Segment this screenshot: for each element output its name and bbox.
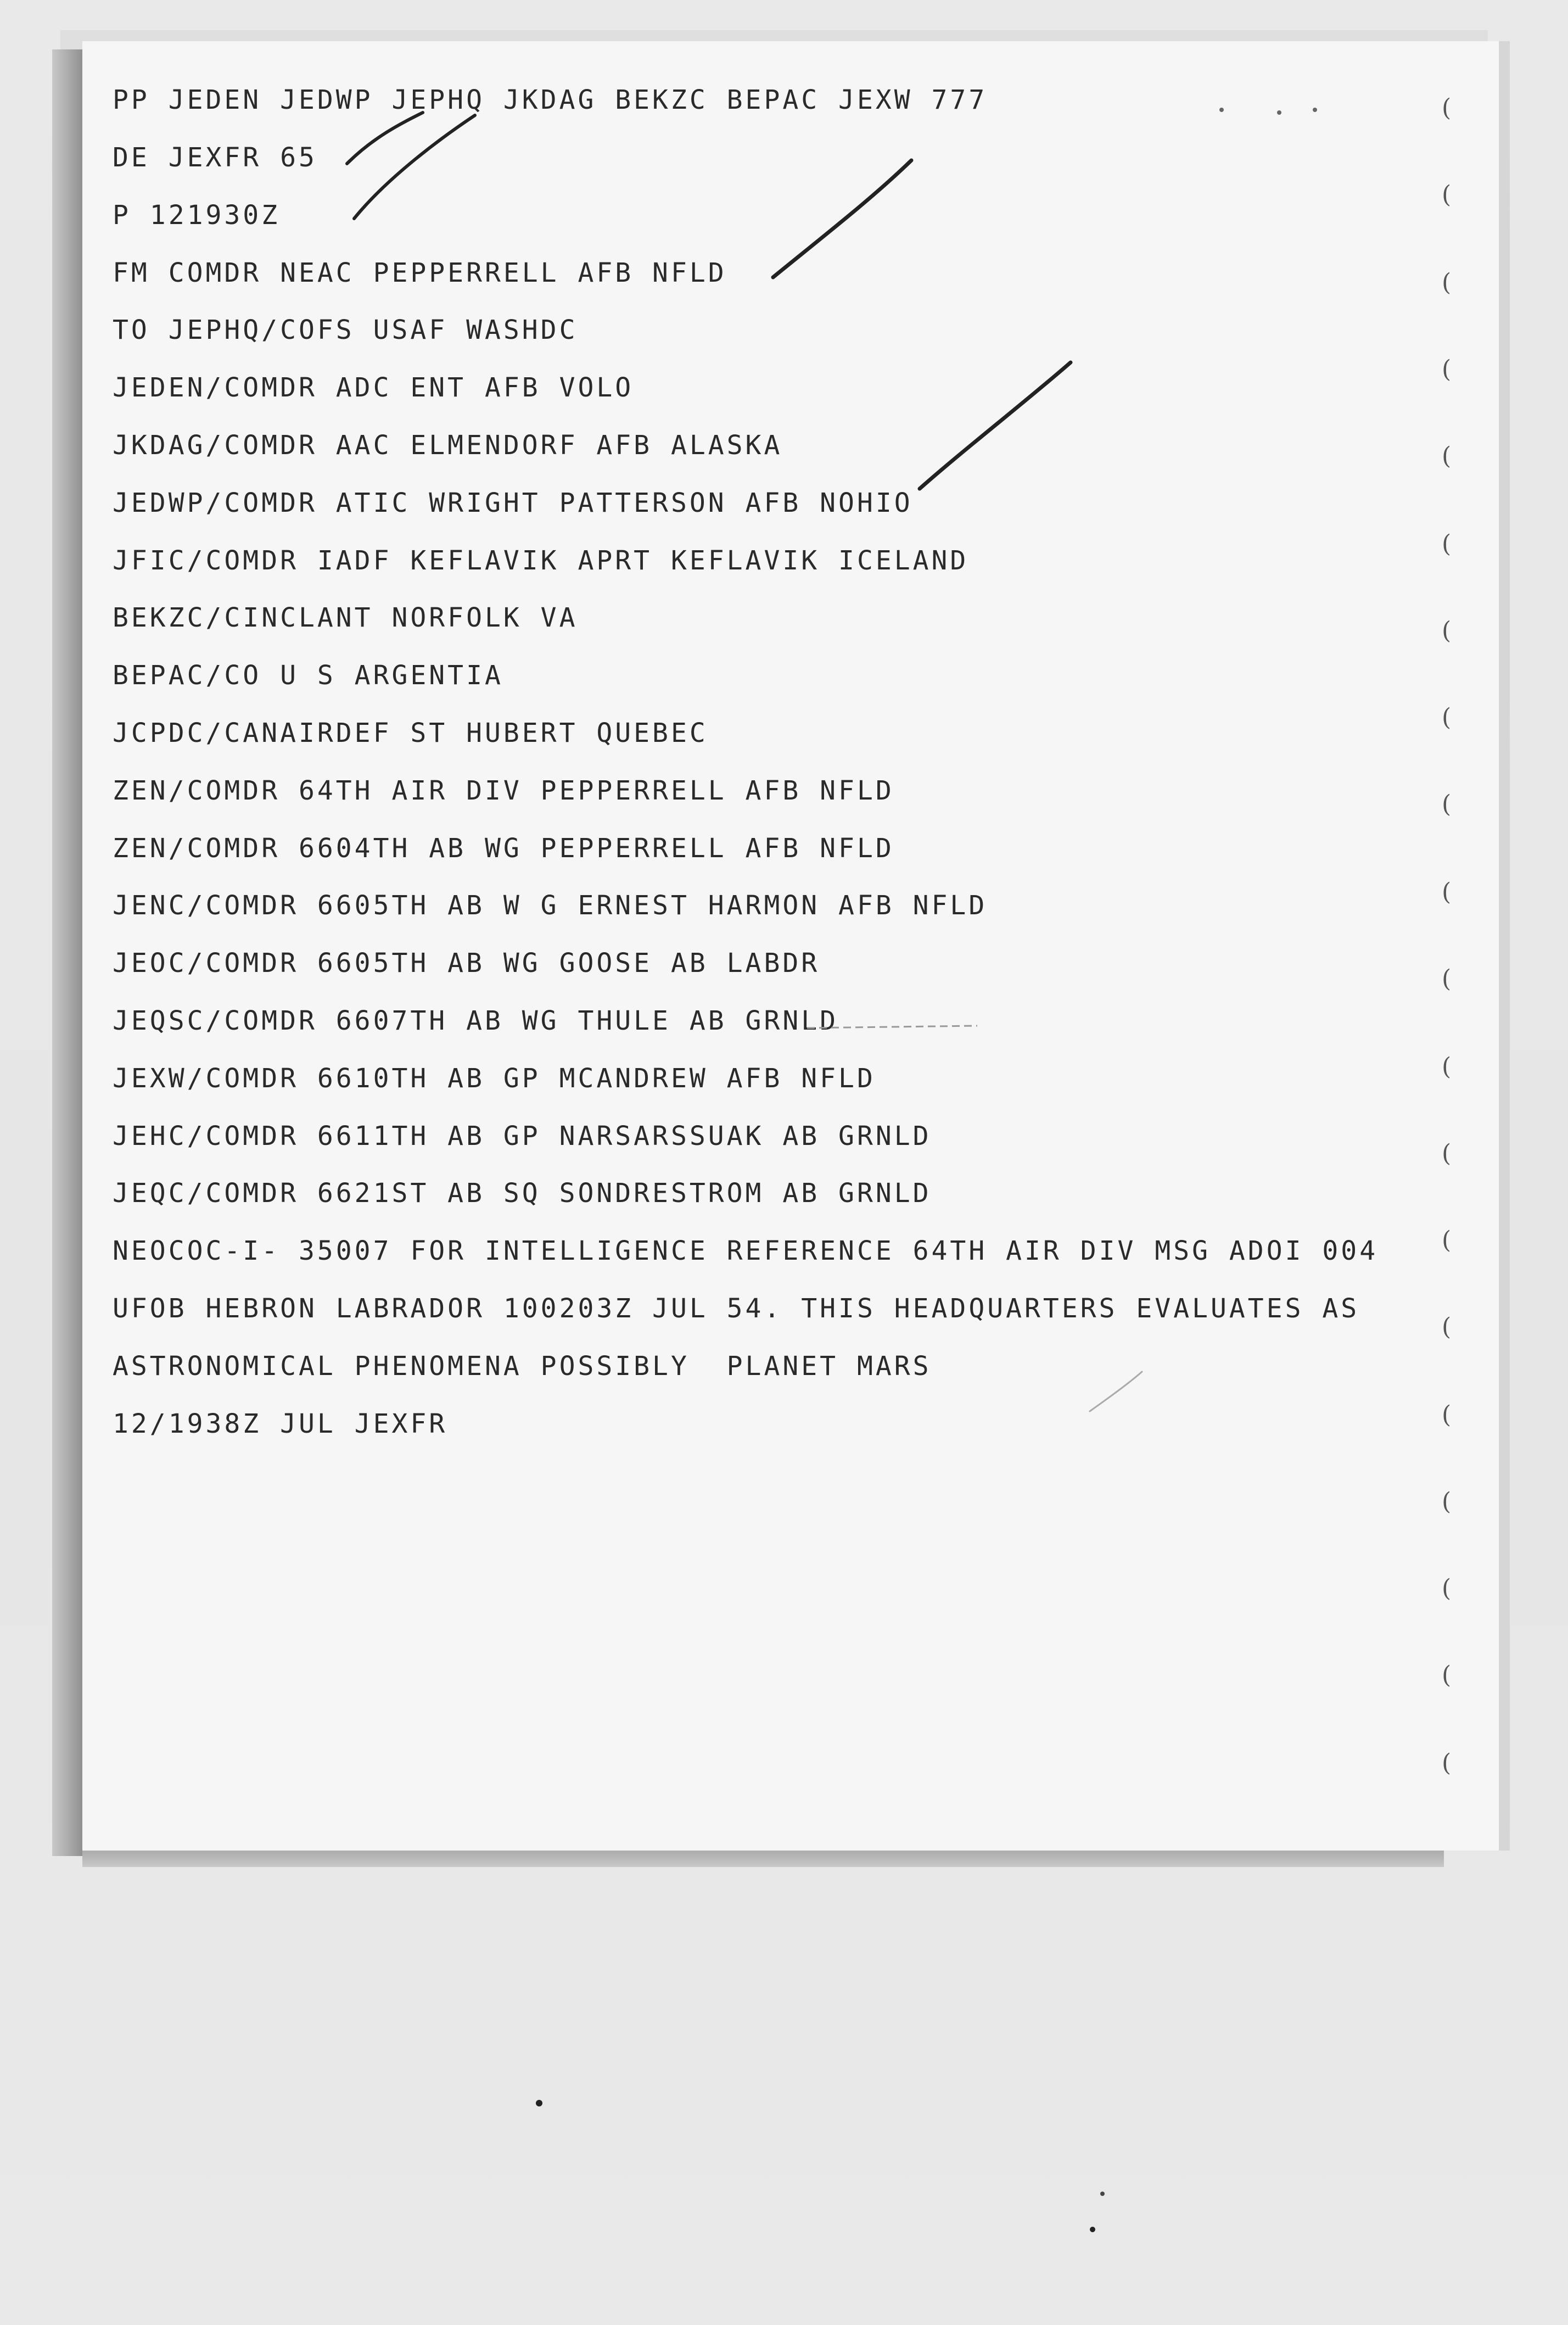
routing-header-line: PP JEDEN JEDWP JEPHQ JKDAG BEKZC BEPAC JEXW 777	[113, 85, 988, 115]
addressee-line: JEDWP/COMDR ATIC WRIGHT PATTERSON AFB NOHIO	[113, 488, 913, 518]
check-mark-stroke	[347, 113, 423, 164]
feed-hole-mark: (	[1442, 355, 1452, 383]
end-dtg-line: 12/1938Z JUL JEXFR	[113, 1409, 448, 1439]
feed-hole-mark: (	[1442, 1661, 1452, 1689]
speck	[1090, 2227, 1095, 2232]
feed-hole-mark: (	[1442, 1313, 1452, 1341]
feed-hole-mark: (	[1442, 1053, 1452, 1081]
to-line: TO JEPHQ/COFS USAF WASHDC	[113, 315, 578, 345]
message-body-line: UFOB HEBRON LABRADOR 100203Z JUL 54. THIS HEADQUARTERS EVALUATES AS	[113, 1293, 1360, 1324]
addressee-line: JCPDC/CANAIRDEF ST HUBERT QUEBEC	[113, 718, 708, 748]
addressee-line: BEPAC/CO U S ARGENTIA	[113, 660, 503, 691]
faint-pencil-mark	[1090, 1372, 1142, 1411]
message-body-line: ASTRONOMICAL PHENOMENA POSSIBLY PLANET MARS	[113, 1351, 932, 1382]
feed-hole-mark: (	[1442, 1488, 1452, 1516]
feed-hole-mark: (	[1442, 269, 1452, 297]
feed-hole-mark: (	[1442, 965, 1452, 993]
originator-line: DE JEXFR 65	[113, 142, 317, 173]
feed-hole-mark: (	[1442, 1139, 1452, 1167]
message-body-line: NEOCOC-I- 35007 FOR INTELLIGENCE REFERENCE 64TH AIR DIV MSG ADOI 004	[113, 1236, 1379, 1266]
feed-hole-mark: (	[1442, 94, 1452, 122]
check-mark-stroke	[920, 362, 1071, 489]
addressee-line: JKDAG/COMDR AAC ELMENDORF AFB ALASKA	[113, 430, 783, 461]
feed-hole-mark: (	[1442, 703, 1452, 731]
feed-hole-mark: (	[1442, 1401, 1452, 1429]
addressee-line: JEXW/COMDR 6610TH AB GP MCANDREW AFB NFLD	[113, 1063, 876, 1094]
faint-dash-line	[807, 1026, 977, 1028]
addressee-line: JEOC/COMDR 6605TH AB WG GOOSE AB LABDR	[113, 948, 820, 979]
speck	[1277, 110, 1281, 115]
addressee-line: BEKZC/CINCLANT NORFOLK VA	[113, 602, 578, 633]
feed-hole-mark: (	[1442, 1574, 1452, 1602]
feed-hole-mark: (	[1442, 878, 1452, 906]
check-mark-stroke	[354, 115, 475, 219]
speck	[1100, 2192, 1105, 2196]
addressee-line: JEQC/COMDR 6621ST AB SQ SONDRESTROM AB GRNLD	[113, 1178, 932, 1209]
addressee-line: ZEN/COMDR 64TH AIR DIV PEPPERRELL AFB NFLD	[113, 775, 894, 806]
feed-hole-mark: (	[1442, 530, 1452, 558]
priority-dtg-line: P 121930Z	[113, 200, 281, 231]
check-mark-stroke	[773, 160, 911, 277]
feed-hole-mark: (	[1442, 442, 1452, 470]
addressee-line: JEHC/COMDR 6611TH AB GP NARSARSSUAK AB GRNLD	[113, 1121, 932, 1152]
addressee-line: JENC/COMDR 6605TH AB W G ERNEST HARMON AFB NFLD	[113, 890, 988, 921]
addressee-line: JEQSC/COMDR 6607TH AB WG THULE AB GRNLD	[113, 1005, 839, 1036]
from-line: FM COMDR NEAC PEPPERRELL AFB NFLD	[113, 258, 727, 288]
feed-hole-mark: (	[1442, 617, 1452, 645]
addressee-line: JFIC/COMDR IADF KEFLAVIK APRT KEFLAVIK ICELAND	[113, 545, 969, 576]
speck	[536, 2100, 542, 2106]
speck	[1219, 108, 1224, 112]
feed-hole-mark: (	[1442, 1749, 1452, 1777]
feed-hole-mark: (	[1442, 790, 1452, 818]
speck	[1313, 108, 1317, 112]
addressee-line: JEDEN/COMDR ADC ENT AFB VOLO	[113, 372, 634, 403]
feed-hole-mark: (	[1442, 181, 1452, 209]
feed-hole-mark: (	[1442, 1226, 1452, 1254]
addressee-line: ZEN/COMDR 6604TH AB WG PEPPERRELL AFB NFLD	[113, 833, 894, 864]
